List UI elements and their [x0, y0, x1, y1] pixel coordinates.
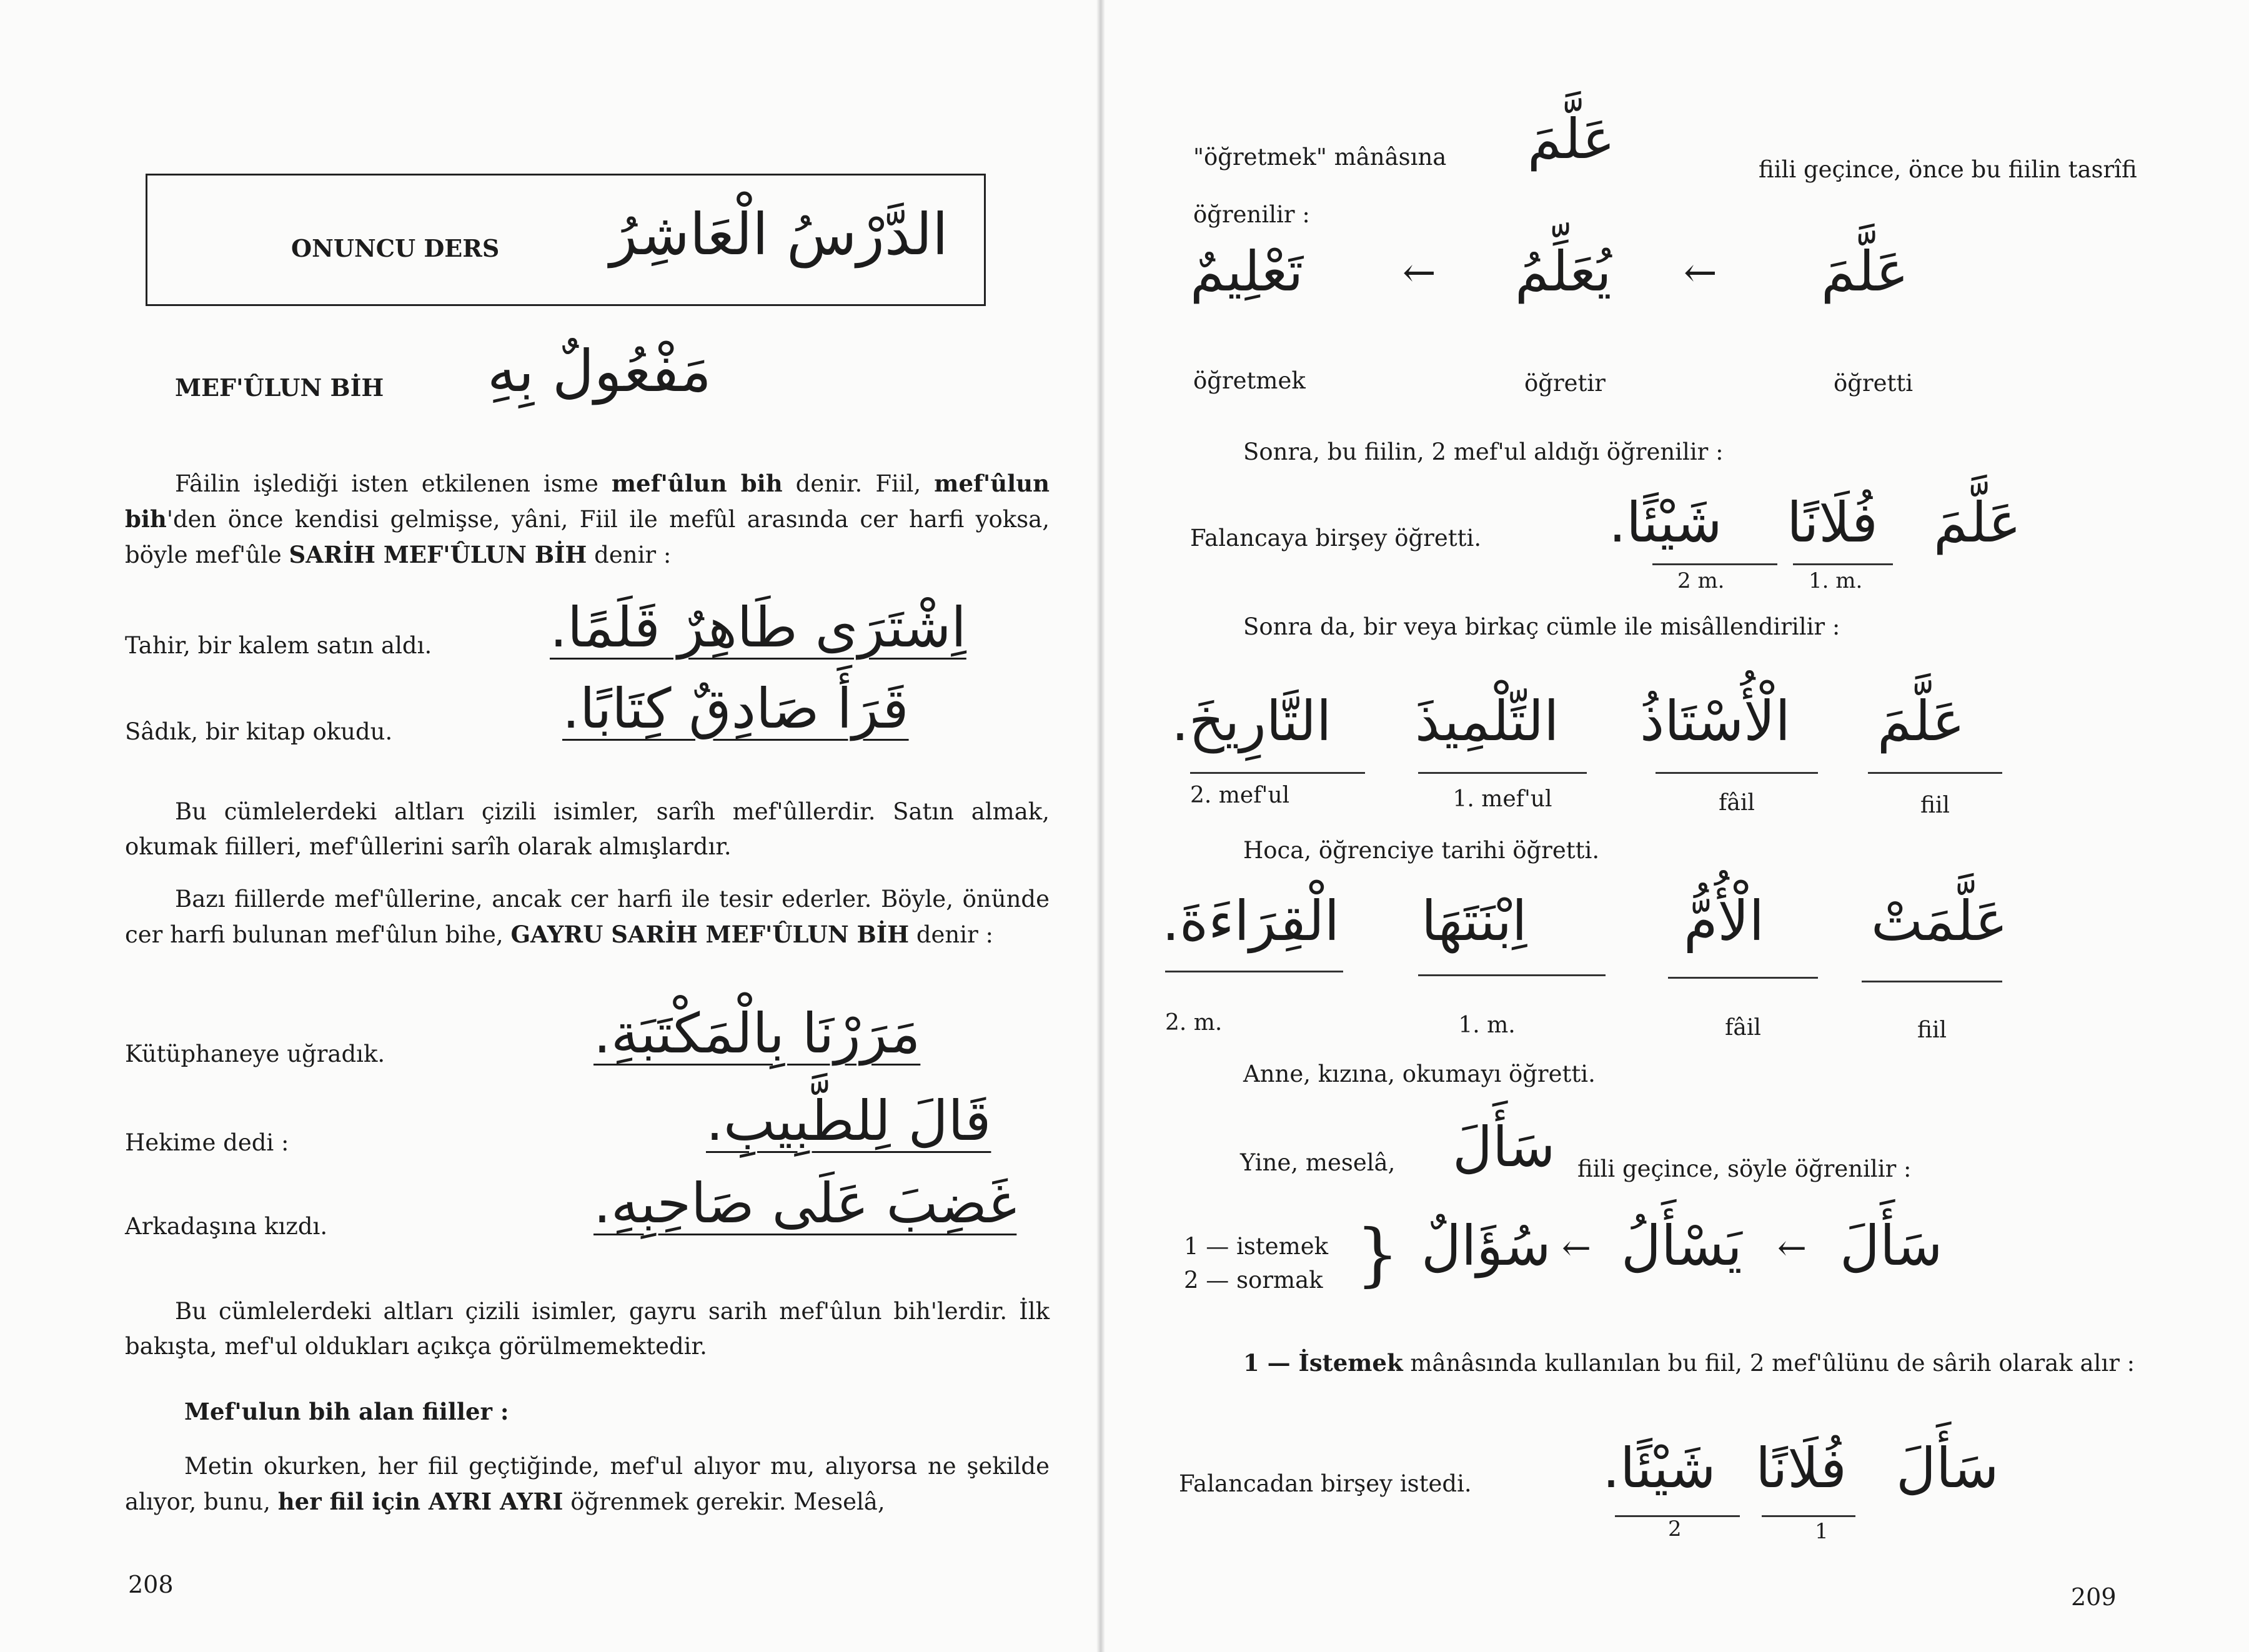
paragraph-sarih: Bu cümlelerdeki altları çizili isimler, sarîh mef'ûllerdir. Satın almak, okumak fiilleri, mef'ûllerini sarîh olarak almışlardır. — [125, 798, 1050, 860]
page-number-left: 208 — [128, 1571, 174, 1598]
label-ogretti: öğretti — [1834, 370, 1914, 397]
tasrif-masdar: تَعْلِيمٌ — [1190, 239, 1304, 304]
row1-label-mef2: 2. mef'ul — [1190, 783, 1290, 808]
page-number-right: 209 — [2071, 1583, 2117, 1611]
row2-label-mef1: 1. m. — [1458, 1012, 1516, 1038]
lesson-heading-box — [146, 174, 986, 306]
line-ogretmek-rest: fiili geçince, önce bu fiilin tasrîfi öğrenilir : — [1193, 156, 2137, 228]
lesson-title-arabic: الدَّرْسُ الْعَاشِرُ — [610, 201, 948, 268]
section-title-arabic: مَفْعُولٌ بِهِ — [487, 338, 712, 405]
example-1-arabic: اِشْتَرَى طَاهِرٌ قَلَمًا. — [550, 595, 966, 660]
example-3-translation: Kütüphaneye uğradık. — [125, 1041, 385, 1067]
row1-label-fail: fâil — [1719, 790, 1755, 816]
ex1-mef1: فُلَانًا — [1787, 490, 1878, 555]
example-1-translation: Tahir, bir kalem satın aldı. — [125, 632, 432, 659]
row1-mef1: التِّلْمِيذَ — [1415, 689, 1559, 753]
ex2-underline-mef1 — [1762, 1515, 1855, 1517]
row2-rule-fail — [1668, 977, 1818, 979]
left-page — [0, 0, 1103, 1652]
example-3-arabic: مَرَرْنَا بِالْمَكْتَبَةِ. — [593, 1001, 921, 1066]
subheading-fiiller: Mef'ulun bih alan fiiller : — [184, 1398, 509, 1425]
meaning-1: 1 — istemek — [1184, 1233, 1329, 1260]
row2-rule-fiil — [1862, 981, 2002, 982]
example-5-translation: Arkadaşına kızdı. — [125, 1213, 328, 1240]
arrow-icon: ← — [1562, 1228, 1591, 1269]
underline-mef1 — [1793, 563, 1893, 565]
ex2-mark-2: 2 — [1668, 1516, 1682, 1541]
tasrif2-present: يَسْأَلُ — [1621, 1214, 1742, 1278]
paragraph-gayru-sarih: Bazı fiillerde mef'ûllerine, ancak cer harfi ile tesir ederler. Böyle, önünde cer harfi bulunan mef'ûlun bihe, GAYRU SARİH MEF'ÛLUN BİH denir : — [125, 886, 1050, 948]
label-ogretir: öğretir — [1524, 370, 1606, 397]
line-ogretmek-intro: "öğretmek" mânâsına — [1193, 144, 1447, 171]
row2-label-fiil: fiil — [1917, 1017, 1947, 1043]
mark-1m: 1. m. — [1809, 568, 1863, 593]
sentence-hoca: Hoca, öğrenciye tarihi öğretti. — [1243, 837, 1600, 864]
row1-label-fiil: fiil — [1920, 793, 1950, 818]
example-4-translation: Hekime dedi : — [125, 1129, 289, 1156]
tasrif-present: يُعَلِّمُ — [1515, 239, 1612, 304]
brace-icon: } — [1356, 1214, 1399, 1294]
paragraph-gayru-sarih-note: Bu cümlelerdeki altları çizili isimler, gayru sarih mef'ûlun bih'lerdir. İlk bakışta, mef'ul oldukları açıkça görülmemektedir. — [125, 1298, 1050, 1360]
paragraph-metin: Metin okurken, her fiil geçtiğinde, mef'ul alıyor mu, alıyorsa ne şekilde alıyor, bunu, her fiil için AYRI AYRI öğrenmek gerekir. Meselâ, — [125, 1453, 1050, 1515]
row1-rule-fiil — [1868, 772, 2002, 774]
ex1-mef2: شَيْئًا. — [1609, 490, 1722, 555]
meaning-2: 2 — sormak — [1184, 1267, 1323, 1293]
row1-mef2: التَّارِيخَ. — [1171, 689, 1332, 753]
row1-rule-mef2 — [1190, 772, 1365, 774]
section-title: MEF'ÛLUN BİH — [175, 373, 384, 402]
arrow-icon: ← — [1684, 250, 1717, 296]
example-2-translation: Sâdık, bir kitap okudu. — [125, 718, 393, 745]
example-falancadan: Falancadan birşey istedi. — [1179, 1470, 1472, 1497]
row2-rule-mef2 — [1165, 971, 1343, 972]
line-yine-intro: Yine, meselâ, — [1240, 1149, 1396, 1176]
ex2-mef1: فُلَانًا — [1755, 1436, 1847, 1500]
row1-rule-mef1 — [1418, 772, 1587, 774]
lesson-title: ONUNCU DERS — [291, 234, 500, 262]
row2-label-mef2: 2. m. — [1165, 1010, 1223, 1036]
row1-fiil: عَلَّمَ — [1877, 689, 1965, 753]
row2-mef2: الْقِرَاءَةَ. — [1162, 889, 1340, 953]
row2-fiil: عَلَّمَتْ — [1871, 889, 2008, 953]
underline-mef2 — [1652, 563, 1777, 565]
line-yine-rest: fiili geçince, söyle öğrenilir : — [1577, 1155, 1912, 1182]
sentence-anne: Anne, kızına, okumayı öğretti. — [1243, 1061, 1596, 1087]
arrow-icon: ← — [1777, 1228, 1807, 1269]
paragraph-two-mefuls: Sonra, bu fiilin, 2 mef'ul aldığı öğrenilir : — [1243, 438, 1724, 465]
row2-rule-mef1 — [1418, 974, 1606, 976]
ex2-verb: سَأَلَ — [1896, 1436, 1999, 1500]
saala-verb: سَأَلَ — [1452, 1115, 1556, 1179]
mark-2m: 2 m. — [1677, 568, 1725, 593]
ex2-mef2: شَيْئًا. — [1602, 1436, 1716, 1500]
paragraph-definition: Fâilin işlediği isten etkilenen isme mef'ûlun bih denir. Fiil, mef'ûlun bih'den önce kendisi gelmişse, yâni, Fiil ile mefûl arasında cer harfi yoksa, böyle mef'ûle SARİH MEF'ÛLUN BİH denir : — [125, 470, 1050, 568]
example-4-arabic: قَالَ لِلطَّبِيبِ. — [706, 1089, 991, 1153]
row2-fail: الْأُمُّ — [1684, 889, 1765, 953]
example-5-arabic: غَضِبَ عَلَى صَاحِبِهِ. — [593, 1171, 1017, 1235]
ex2-mark-1: 1 — [1815, 1519, 1829, 1544]
tasrif2-masdar: سُؤَالٌ — [1421, 1214, 1551, 1278]
row2-mef1: اِبْنَتَهَا — [1421, 889, 1527, 953]
paragraph-istemek: 1 — İstemek mânâsında kullanılan bu fiil, 2 mef'ûlünu de sârih olarak alır : — [1243, 1349, 2135, 1377]
right-page — [1103, 0, 2249, 1652]
row1-rule-fail — [1656, 772, 1818, 774]
example-2-arabic: قَرَأَ صَادِقٌ كِتَابًا. — [562, 676, 909, 741]
paragraph-misal: Sonra da, bir veya birkaç cümle ile misâllendirilir : — [1243, 613, 1840, 640]
arrow-icon: ← — [1403, 250, 1436, 296]
tasrif2-past: سَأَلَ — [1840, 1214, 1943, 1278]
allama-verb: عَلَّمَ — [1527, 107, 1616, 171]
tasrif-past: عَلَّمَ — [1821, 239, 1909, 304]
ex1-verb: عَلَّمَ — [1934, 490, 2022, 555]
example-falancaya: Falancaya birşey öğretti. — [1190, 525, 1482, 551]
label-ogretmek: öğretmek — [1193, 367, 1306, 394]
row2-label-fail: fâil — [1725, 1015, 1761, 1041]
row1-label-mef1: 1. mef'ul — [1452, 786, 1552, 812]
row1-fail: الْأُسْتَاذُ — [1640, 689, 1790, 753]
